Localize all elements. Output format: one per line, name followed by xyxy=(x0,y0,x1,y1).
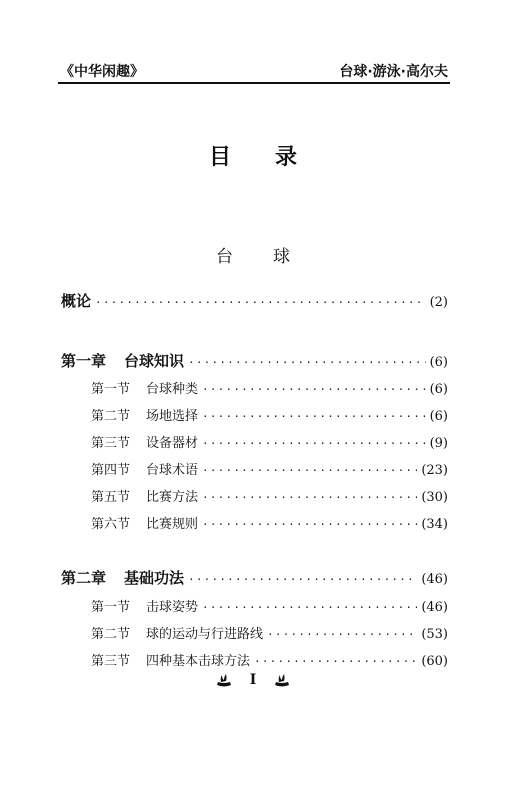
toc-section-title: 设备器材 xyxy=(146,436,199,451)
toc-leader-dots xyxy=(202,491,417,504)
toc-leader-dots xyxy=(95,296,426,309)
toc-section-title: 台球种类 xyxy=(146,382,199,397)
toc-leader-dots xyxy=(188,573,417,586)
toc-section-number: 第一节 xyxy=(91,382,131,397)
toc-section-title: 比赛方法 xyxy=(146,490,199,505)
toc-chapter-2[interactable] xyxy=(61,567,448,588)
toc-chapter-title: 基础功法 xyxy=(124,569,185,587)
toc-chapter-number: 第二章 xyxy=(61,569,107,587)
toc-chapter-title: 台球知识 xyxy=(124,352,185,370)
toc-entry-page: (30) xyxy=(421,490,448,505)
toc-section-1-2[interactable] xyxy=(91,405,448,424)
toc-section-number: 第三节 xyxy=(91,436,131,451)
header-volume-title: 台球·游泳·高尔夫 xyxy=(339,64,448,80)
toc-section-title: 比赛规则 xyxy=(146,517,199,532)
flame-ornament-icon xyxy=(215,673,233,687)
toc-section-2-1[interactable] xyxy=(91,596,448,615)
header-rule xyxy=(58,82,450,84)
toc-section-title: 球的运动与行进路线 xyxy=(146,627,264,642)
toc-leader-dots xyxy=(254,655,417,668)
toc-section-1-6[interactable] xyxy=(91,513,448,532)
toc-section-title: 台球术语 xyxy=(146,463,199,478)
toc-section-number: 第三节 xyxy=(91,654,131,669)
toc-entry-page: (6) xyxy=(429,382,448,397)
toc-section-number: 第六节 xyxy=(91,517,131,532)
toc-leader-dots xyxy=(202,383,426,396)
toc-section-number: 第五节 xyxy=(91,490,131,505)
header-book-title: 《中华闲趣》 xyxy=(60,64,144,80)
toc-entry-page: (9) xyxy=(429,436,448,451)
toc-section-1-1[interactable] xyxy=(91,378,448,397)
page-footer xyxy=(0,672,506,688)
toc-entry-page: (53) xyxy=(421,627,448,642)
toc-section-number: 第二节 xyxy=(91,409,131,424)
toc-entry-page: (2) xyxy=(429,295,448,310)
toc-leader-dots xyxy=(202,601,417,614)
toc-leader-dots xyxy=(202,464,417,477)
running-header xyxy=(60,61,448,83)
toc-section-title: 击球姿势 xyxy=(146,600,199,615)
toc-leader-dots xyxy=(202,410,426,423)
page-title: 目录 xyxy=(208,145,341,170)
toc-section-2-2[interactable] xyxy=(91,623,448,642)
toc-chapter-1[interactable] xyxy=(61,350,448,371)
toc-section-number: 第二节 xyxy=(91,627,131,642)
toc-section-number: 第四节 xyxy=(91,463,131,478)
toc-entry-title: 概论 xyxy=(61,292,92,310)
toc-section-number: 第一节 xyxy=(91,600,131,615)
section-title: 台球 xyxy=(216,247,330,267)
toc-section-1-5[interactable] xyxy=(91,486,448,505)
toc-entry-page: (34) xyxy=(421,517,448,532)
toc-section-title: 场地选择 xyxy=(146,409,199,424)
toc-leader-dots xyxy=(267,628,417,641)
toc-entry-page: (46) xyxy=(421,572,448,587)
toc-entry-intro[interactable] xyxy=(61,290,448,311)
toc-leader-dots xyxy=(202,437,426,450)
toc-entry-page: (6) xyxy=(429,355,448,370)
toc-section-1-3[interactable] xyxy=(91,432,448,451)
toc-entry-page: (60) xyxy=(421,654,448,669)
toc-leader-dots xyxy=(188,356,426,369)
toc-section-title: 四种基本击球方法 xyxy=(146,654,251,669)
toc-entry-page: (46) xyxy=(421,600,448,615)
page-number: I xyxy=(249,672,257,688)
toc-entry-page: (23) xyxy=(421,463,448,478)
toc-section-2-3[interactable] xyxy=(91,650,448,669)
flame-ornament-icon xyxy=(273,673,291,687)
toc-leader-dots xyxy=(202,518,417,531)
toc-entry-page: (6) xyxy=(429,409,448,424)
toc-section-1-4[interactable] xyxy=(91,459,448,478)
toc-chapter-number: 第一章 xyxy=(61,352,107,370)
